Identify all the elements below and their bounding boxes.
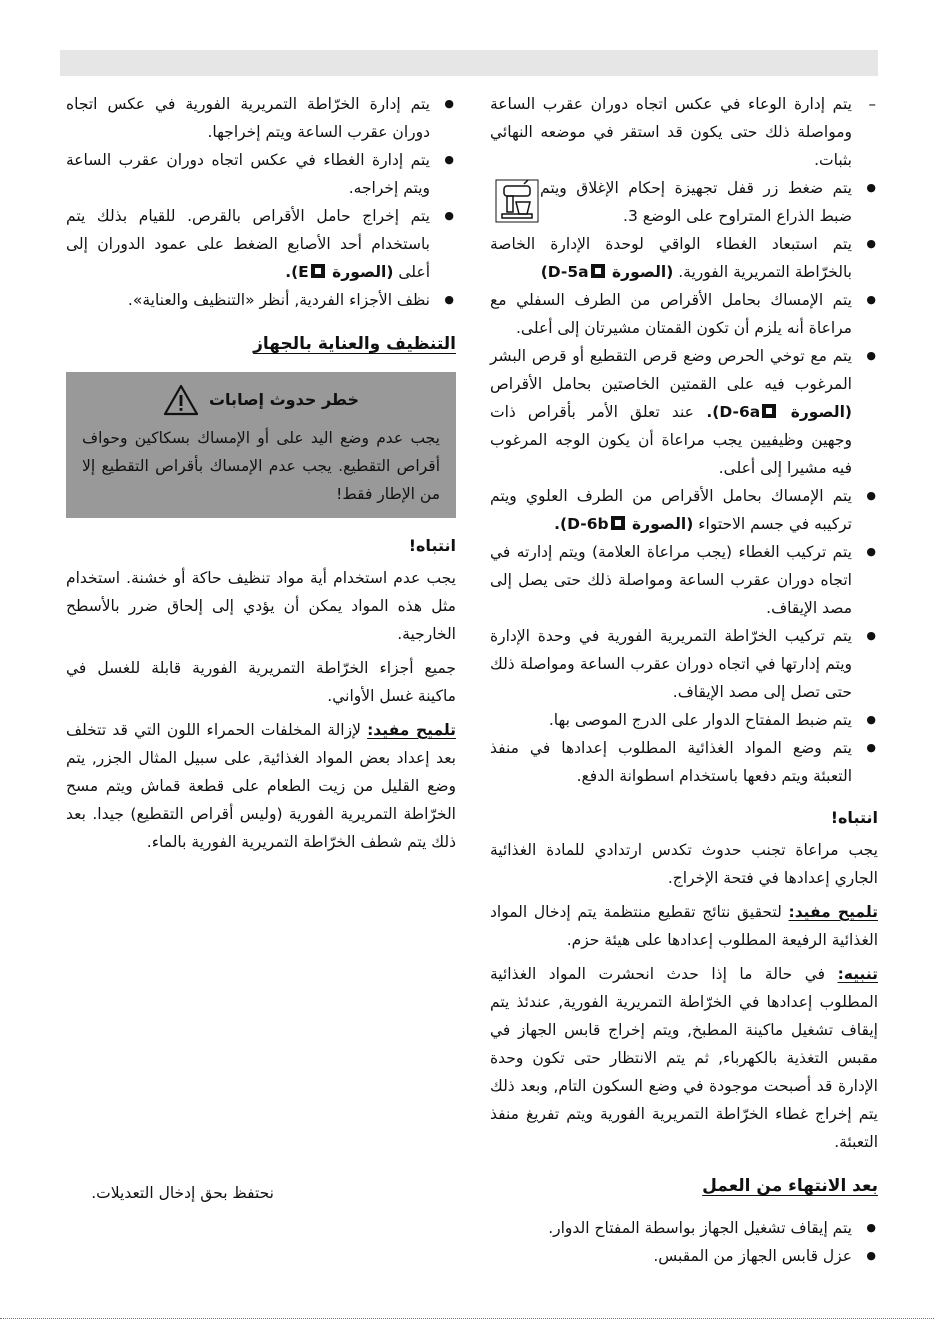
attention-text: يجب مراعاة تجنب حدوث تكدس ارتدادي للمادة الغذائية الجاري إعدادها في فتحة الإخراج.	[490, 841, 878, 887]
header-band	[60, 50, 878, 76]
list-item: – يتم إدارة الوعاء في عكس اتجاه دوران عقرب الساعة ومواصلة ذلك حتى يكون قد استقر في موضعه النهائي بثبات.	[490, 90, 878, 174]
list-item: ● عزل قابس الجهاز من المقبس.	[490, 1242, 878, 1270]
figure-box-icon	[762, 404, 776, 418]
dishwasher-text: جميع أجزاء الخرّاطة التمريرية الفورية قابلة للغسل في ماكينة غسل الأواني.	[66, 659, 456, 705]
attention-title: انتباه!	[830, 808, 878, 827]
tip-label: تلميح مفيد:	[788, 903, 878, 921]
list-item	[490, 342, 878, 482]
list-item: ● يتم تركيب الغطاء (يجب مراعاة العلامة) ويتم إدارته في اتجاه دوران عقرب الساعة ومواصلة ذلك حتى يصل إلى مصد الإيقاف.	[490, 538, 878, 622]
section-title: التنظيف والعناية بالجهاز	[253, 334, 456, 354]
page-edge-rule	[0, 1318, 934, 1319]
tip-label: تلميح مفيد:	[367, 721, 457, 739]
step-text: يتم مع توخي الحرص وضع قرص التقطيع أو قرص البشر المرغوب فيه على القمتين الخاصتين بحامل الأقراص	[490, 347, 852, 393]
notice-paragraph	[490, 960, 878, 1156]
figure-ref: (الصورة D-6a).	[693, 403, 853, 421]
step-text: يتم استبعاد الغطاء الواقي لوحدة الإدارة الخاصة بالخرّاطة التمريرية الفورية.	[490, 235, 852, 281]
figure-box-icon	[311, 264, 325, 278]
list-item: ● نظف الأجزاء الفردية, أنظر «التنظيف والعناية».	[66, 286, 456, 314]
list-item: ● يتم إدارة الغطاء في عكس اتجاه دوران عقرب الساعة ويتم إخراجه.	[66, 146, 456, 202]
step-text: يتم ضغط زر قفل تجهيزة إحكام الإغلاق ويتم ضبط الذراع المتراوح على الوضع 3.	[540, 179, 852, 225]
notice-label: تنبيه:	[837, 965, 878, 983]
attention-text: يجب عدم استخدام أية مواد تنظيف حاكة أو خشنة. استخدام مثل هذه المواد يمكن أن يؤدي إلى إلحاق ضرر بالأسطح الخارجية.	[66, 569, 456, 643]
figure-box-icon	[611, 516, 625, 530]
list-item: ● يتم تركيب الخرّاطة التمريرية الفورية في وحدة الإدارة ويتم إدارتها في اتجاه دوران عقرب الساعة ومواصلة ذلك حتى تصل إلى مصد الإيقاف.	[490, 622, 878, 706]
tip-text: لإزالة المخلفات الحمراء اللون التي قد تتخلف بعد إعداد بعض المواد الغذائية, على سبيل المثال الجزر, يتم وضع القليل من زيت الطعام على قطعة قماش ويتم مسح الخرّاطة التمريرية الفورية (وليس أقراص التقطيع) جيدا. بعد ذلك يتم شطف الخرّاطة التمريرية الفورية بالماء.	[66, 721, 456, 851]
step-text: يتم إخراج حامل الأقراص بالقرص. للقيام بذلك يتم باستخدام أحد الأصابع الضغط على عمود الدوران إلى أعلى	[66, 207, 430, 281]
figure-ref: (الصورة D-5a)	[540, 263, 674, 281]
list-item: ● يتم إيقاف تشغيل الجهاز بواسطة المفتاح الدوار.	[490, 1214, 878, 1242]
list-item	[66, 202, 456, 286]
notice-text: في حالة ما إذا حدث انحشرت المواد الغذائية المطلوب إعدادها في الخرّاطة التمريرية الفورية, عندئذ يتم إيقاف تشغيل ماكينة المطبخ, ويتم إخراج قابس الجهاز في مقبس التغذية بالكهرباء, ثم يتم الانتظار حتى تكون وحدة الإدارة قد أصبحت موجودة في وضع السكون التام, وبعد ذلك يتم إخراج غطاء الخرّاطة التمريرية الفورية ويتم تفريغ منفذ التعبئة.	[490, 965, 878, 1151]
danger-header	[82, 384, 440, 416]
danger-title: خطر حدوث إصابات	[208, 390, 360, 409]
after-work-list	[490, 1214, 878, 1270]
list-item	[490, 482, 878, 538]
list-item	[490, 174, 878, 230]
step-text: يتم الإمساك بحامل الأقراص من الطرف العلوي ويتم تركيبه في جسم الاحتواء	[490, 487, 852, 533]
footer-note: نحتفظ بحق إدخال التعديلات.	[91, 1184, 274, 1202]
attention-title: انتباه!	[408, 536, 456, 555]
tip-paragraph	[66, 716, 456, 856]
right-column	[490, 90, 878, 1270]
tip-text: لتحقيق نتائج تقطيع منتظمة يتم إدخال المواد الغذائية الرفيعة المطلوب إعدادها على هيئة حزم.	[490, 903, 878, 949]
list-item: ● يتم الإمساك بحامل الأقراص من الطرف السفلي مع مراعاة أنه يلزم أن تكون القمتان مشيرتان إلى أعلى.	[490, 286, 878, 342]
removal-list	[66, 90, 456, 314]
left-column	[66, 90, 456, 862]
figure-ref: (الصورة D-6b).	[554, 515, 694, 533]
after-work-heading: بعد الانتهاء من العمل	[702, 1176, 878, 1196]
list-item: ● يتم ضبط المفتاح الدوار على الدرج الموصى بها.	[490, 706, 878, 734]
tip-paragraph	[490, 898, 878, 954]
intro-list	[490, 90, 878, 174]
figure-box-icon	[591, 264, 605, 278]
list-item: ● يتم إدارة الخرّاطة التمريرية الفورية في عكس اتجاه دوران عقرب الساعة ويتم إخراجها.	[66, 90, 456, 146]
instruction-list	[490, 174, 878, 790]
list-item	[490, 230, 878, 286]
list-item: ● يتم وضع المواد الغذائية المطلوب إعدادها في منفذ التعبئة ويتم دفعها باستخدام اسطوانة الدفع.	[490, 734, 878, 790]
warning-triangle-icon	[163, 384, 199, 416]
kitchen-machine-icon	[494, 178, 540, 224]
figure-ref: (الصورة E).	[285, 263, 394, 281]
step-text: عند تعلق الأمر بأقراص ذات وجهين وظيفيين يجب مراعاة أن يكون الوجه المرغوب فيه مشيرا إلى أعلى.	[490, 403, 852, 477]
danger-text: يجب عدم وضع اليد على أو الإمساك بسكاكين وحواف أقراص التقطيع. يجب عدم الإمساك بأقراص التقطيع إلا من الإطار فقط!	[82, 429, 440, 503]
danger-box	[66, 372, 456, 518]
